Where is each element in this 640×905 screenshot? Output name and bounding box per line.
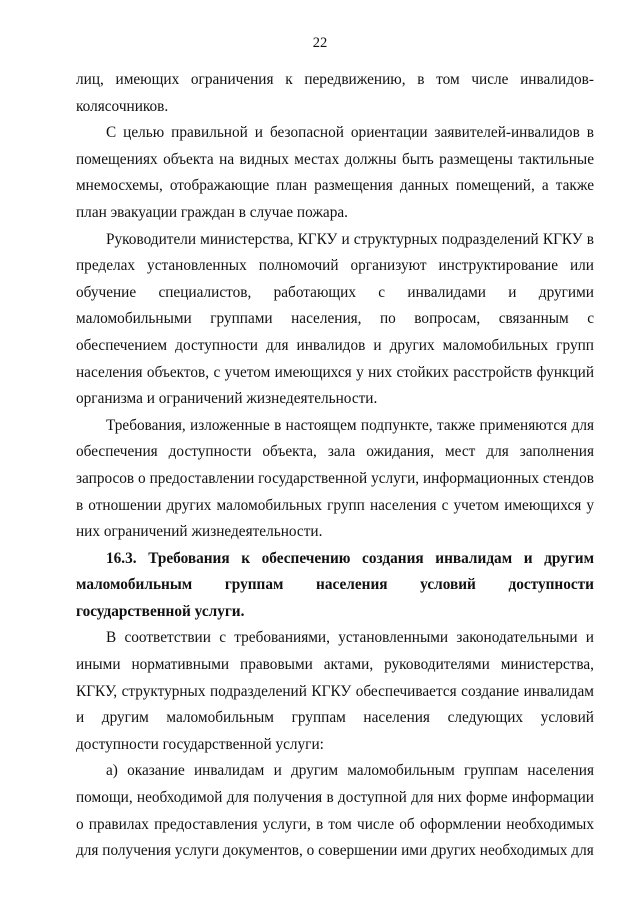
section-title: Требования к обеспечению создания инвалидам и другим маломобильным группам населения условий доступности государственной услуги. <box>76 549 594 620</box>
paragraph-staff-training: Руководители министерства, КГКУ и структурных подразделений КГКУ в пределах установленных полномочий организуют инструктирование или обучение специалистов, работающих с инвалидами и другими маломобильными группами населения, по вопросам, связанным с обеспечением доступности для инвалидов и других маломобильных групп населения объектов, с учетом имеющихся у них стойких расстройств функций организма и ограничений жизнедеятельности. <box>76 230 594 408</box>
paragraph-tactile-schemes: С целью правильной и безопасной ориентации заявителей-инвалидов в помещениях объекта на видных местах должны быть размещены тактильные мнемосхемы, отображающие план размещения данных помещений, а также план эвакуации граждан в случае пожара. <box>76 124 594 221</box>
paragraph-continuation: лиц, имеющих ограничения к передвижению, в том числе инвалидов-колясочников. <box>76 71 594 115</box>
document-body <box>76 67 594 865</box>
section-number: 16.3. <box>106 549 137 567</box>
page-number: 22 <box>312 35 328 51</box>
paragraph-requirements-scope: Требования, изложенные в настоящем подпункте, также применяются для обеспечения доступности объекта, зала ожидания, мест для заполнения запросов о предоставлении государственной услуги, информационных стендов в отношении других маломобильных групп населения с учетом имеющихся у них ограничений жизнедеятельности. <box>76 416 594 541</box>
list-item-a: а) оказание инвалидам и другим маломобильным группам населения помощи, необходимой для получения в доступной для них форме информации о правилах предоставления услуги, в том числе об оформлении необходимых для получения услуги документов, о совершении ими других необходимых для <box>76 762 594 860</box>
section-heading-16-3 <box>76 546 594 626</box>
paragraph-accessibility-conditions: В соответствии с требованиями, установленными законодательными и иными нормативными правовыми актами, руководителями министерства, КГКУ, структурных подразделений КГКУ обеспечивается создание инвалидам и другим маломобильным группам населения следующих условий доступности государственной услуги: <box>76 629 594 753</box>
